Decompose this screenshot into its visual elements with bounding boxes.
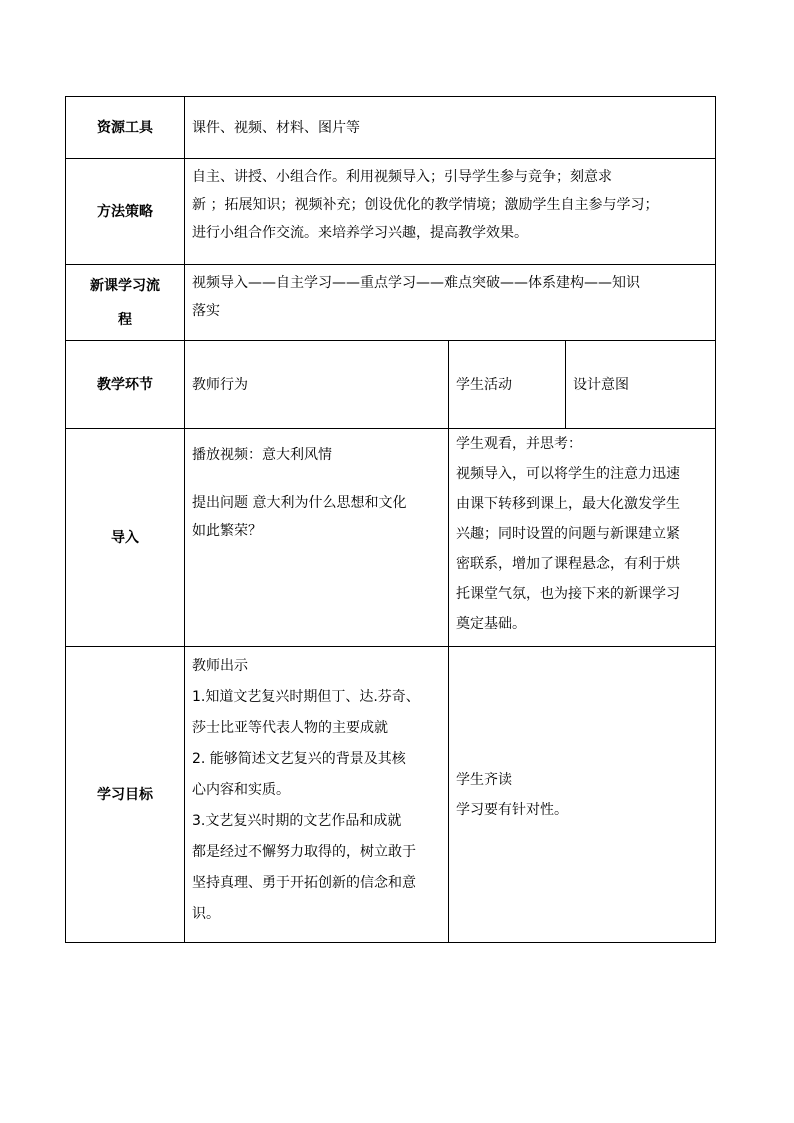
intro-teacher-line-2: 提出问题 意大利为什么思想和文化 bbox=[192, 495, 407, 511]
intro-student-line-4: 兴趣；同时设置的问题与新课建立紧 bbox=[456, 526, 680, 542]
header-design: 设计意图 bbox=[566, 341, 716, 429]
intro-student bbox=[449, 429, 716, 647]
methods-line-3: 进行小组合作交流。来培养学习兴趣，提高教学效果。 bbox=[192, 225, 528, 241]
content-methods bbox=[185, 159, 716, 265]
intro-teacher-line-3: 如此繁荣？ bbox=[192, 523, 262, 539]
row-goals bbox=[66, 647, 716, 943]
methods-line-2: 新 ；拓展知识；视频补充；创设优化的教学情境；激励学生自主参与学习； bbox=[192, 197, 659, 213]
row-intro bbox=[66, 429, 716, 647]
goals-teacher bbox=[185, 647, 449, 943]
intro-student-line-6: 托课堂气氛，也为接下来的新课学习 bbox=[456, 586, 680, 602]
intro-student-line-7: 奠定基础。 bbox=[456, 616, 526, 632]
goals-student bbox=[449, 647, 716, 943]
goals-teacher-line-8: 坚持真理、勇于开拓创新的信念和意 bbox=[192, 875, 416, 891]
goals-teacher-line-7: 都是经过不懈努力取得的，树立敢于 bbox=[192, 844, 416, 860]
goals-teacher-line-9: 识。 bbox=[192, 906, 220, 922]
intro-teacher-line-1: 播放视频：意大利风情 bbox=[192, 447, 332, 463]
methods-line-1: 自主、讲授、小组合作。利用视频导入；引导学生参与竞争；刻意求 bbox=[192, 169, 612, 185]
goals-teacher-line-6: 3.文艺复兴时期的文艺作品和成就 bbox=[192, 813, 402, 829]
flow-label-line-1: 新课学习流 bbox=[90, 277, 160, 294]
intro-student-line-2: 视频导入，可以将学生的注意力迅速 bbox=[456, 466, 680, 482]
header-teacher: 教师行为 bbox=[185, 341, 449, 429]
goals-teacher-line-1: 教师出示 bbox=[192, 658, 248, 674]
flow-line-2: 落实 bbox=[192, 303, 220, 319]
goals-teacher-line-4: 2. 能够简述文艺复兴的背景及其核 bbox=[192, 751, 406, 767]
content-flow bbox=[185, 265, 716, 341]
goals-teacher-line-2: 1.知道文艺复兴时期但丁、达.芬奇、 bbox=[192, 689, 420, 705]
row-stage bbox=[66, 341, 716, 429]
row-flow bbox=[66, 265, 716, 341]
goals-teacher-line-3: 莎士比亚等代表人物的主要成就 bbox=[192, 720, 388, 736]
label-stage: 教学环节 bbox=[66, 341, 185, 429]
goals-teacher-line-5: 心内容和实质。 bbox=[192, 782, 290, 798]
flow-line-1: 视频导入——自主学习——重点学习——难点突破——体系建构——知识 bbox=[192, 275, 640, 291]
intro-student-line-5: 密联系，增加了课程悬念，有利于烘 bbox=[456, 556, 680, 572]
header-student: 学生活动 bbox=[449, 341, 566, 429]
intro-student-line-3: 由课下转移到课上，最大化激发学生 bbox=[456, 496, 680, 512]
intro-student-line-1: 学生观看，并思考： bbox=[456, 436, 582, 452]
goals-student-line-2: 学习要有针对性。 bbox=[456, 801, 568, 818]
lesson-plan-table bbox=[65, 96, 716, 943]
intro-teacher bbox=[185, 429, 449, 647]
label-flow bbox=[66, 265, 185, 341]
row-methods bbox=[66, 159, 716, 265]
goals-student-line-1: 学生齐读 bbox=[456, 771, 512, 788]
label-methods: 方法策略 bbox=[66, 159, 185, 265]
label-tools: 资源工具 bbox=[66, 97, 185, 159]
label-goals: 学习目标 bbox=[66, 647, 185, 943]
row-tools bbox=[66, 97, 716, 159]
label-intro: 导入 bbox=[66, 429, 185, 647]
flow-label-line-2: 程 bbox=[118, 311, 132, 328]
content-tools: 课件、视频、材料、图片等 bbox=[185, 97, 716, 159]
intro-spacer bbox=[192, 469, 442, 489]
